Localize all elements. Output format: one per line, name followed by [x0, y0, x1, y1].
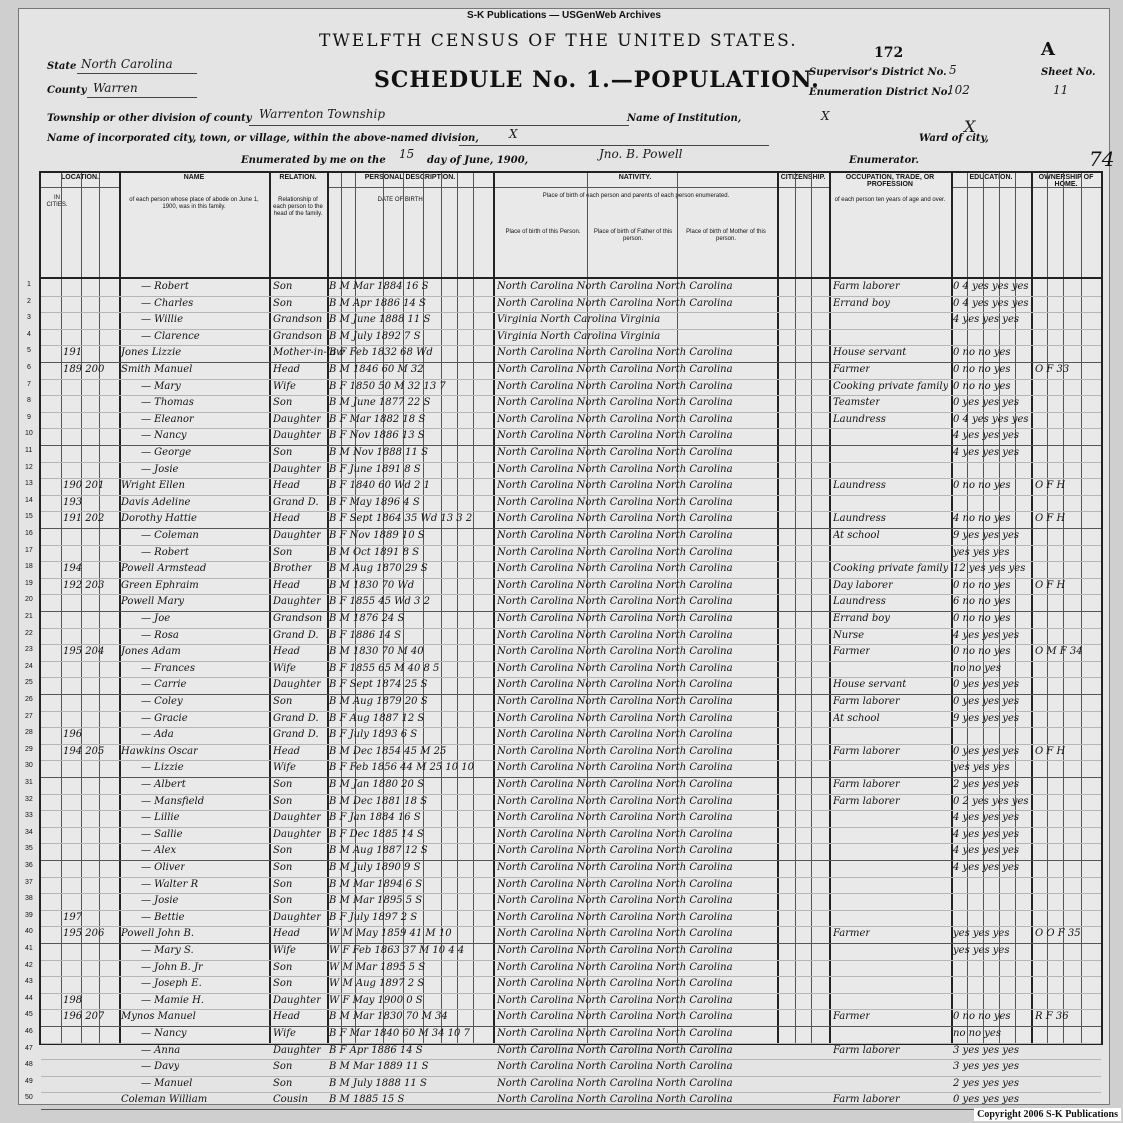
enumeration-day: 15 — [399, 147, 415, 161]
table-row: 17 — Robert Son B M Oct 1891 8 S North Carolina North Carolina North Carolina yes yes yes — [41, 545, 1101, 563]
table-row: 12 — Josie Daughter B F June 1891 8 S North Carolina North Carolina North Carolina — [41, 462, 1101, 480]
date-of-birth-header: DATE OF BIRTH. — [377, 197, 425, 203]
enumerated-label: Enumerated by me on the — [241, 155, 386, 166]
table-row: 45 196 207 Mynos Manuel Head B M Mar 1830 70 M 34 North Carolina North Carolina North Carolina Farmer 0 no no yes R F 36 — [41, 1009, 1101, 1027]
enumerator-value: Jno. B. Powell — [599, 147, 683, 161]
table-row: 27 — Gracie Grand D. B F Aug 1887 12 S North Carolina North Carolina North Carolina At school 9 yes yes yes — [41, 711, 1101, 729]
relation-instructions: Relationship of each person to the head of the family. — [273, 197, 323, 217]
birthplace-person-header: Place of birth of this Person. — [505, 229, 581, 235]
state-value: North Carolina — [81, 57, 173, 71]
table-row: 34 — Sallie Daughter B F Dec 1885 14 S North Carolina North Carolina North Carolina 4 yes yes yes — [41, 827, 1101, 845]
table-row: 38 — Josie Son B M Mar 1895 5 S North Carolina North Carolina North Carolina — [41, 893, 1101, 911]
name-header: NAME — [183, 174, 205, 181]
table-row: 35 — Alex Son B M Aug 1887 12 S North Carolina North Carolina North Carolina 4 yes yes yes — [41, 843, 1101, 861]
township-value: Warrenton Township — [259, 107, 386, 121]
table-row: 10 — Nancy Daughter B F Nov 1886 13 S North Carolina North Carolina North Carolina 4 yes yes yes — [41, 428, 1101, 446]
personal-description-header: PERSONAL DESCRIPTION. — [364, 174, 456, 181]
table-row: 9 — Eleanor Daughter B F Mar 1882 18 S North Carolina North Carolina North Carolina Laundress 0 4 yes yes yes — [41, 412, 1101, 430]
census-title: TWELFTH CENSUS OF THE UNITED STATES. — [319, 31, 798, 51]
table-row: 37 — Walter R Son B M Mar 1894 6 S North Carolina North Carolina North Carolina — [41, 877, 1101, 895]
table-row: 26 — Coley Son B M Aug 1879 20 S North Carolina North Carolina North Carolina Farm laborer 0 yes yes yes — [41, 694, 1101, 712]
table-row: 46 — Nancy Wife B F Mar 1840 60 M 34 10 7 North Carolina North Carolina North Carolina no no yes — [41, 1026, 1101, 1044]
table-row: 50 Coleman William Cousin B M 1885 15 S North Carolina North Carolina North Carolina Farm laborer 0 yes yes yes — [41, 1092, 1101, 1110]
supervisor-value: 5 — [949, 63, 957, 77]
table-row: 5 191 Jones Lizzie Mother-in-law B F Feb 1832 68 Wd North Carolina North Carolina North Carolina House servant 0 no no yes — [41, 345, 1101, 363]
table-row: 40 195 206 Powell John B. Head W M May 1859 41 M 10 North Carolina North Carolina North Carolina Farmer yes yes yes O O F 35 — [41, 926, 1101, 944]
table-row: 3 — Willie Grandson B M June 1888 11 S Virginia North Carolina Virginia 4 yes yes yes — [41, 312, 1101, 330]
page-number: 172 — [874, 45, 904, 61]
enumeration-district-label: Enumeration District No. — [809, 87, 951, 98]
table-row: 30 — Lizzie Wife B F Feb 1856 44 M 25 10 10 North Carolina North Carolina North Carolina yes yes yes — [41, 760, 1101, 778]
name-instructions: of each person whose place of abode on June 1, 1900, was in this family. — [129, 197, 259, 210]
citizenship-header: CITIZENSHIP. — [780, 174, 826, 181]
table-row: 2 — Charles Son B M Apr 1886 14 S North Carolina North Carolina North Carolina Errand boy 0 4 yes yes yes — [41, 296, 1101, 314]
city-value: X — [509, 127, 518, 141]
population-table — [25, 171, 1103, 1106]
table-row: 31 — Albert Son B M Jan 1880 20 S North Carolina North Carolina North Carolina Farm laborer 2 yes yes yes — [41, 777, 1101, 795]
table-row: 21 — Joe Grandson B M 1876 24 S North Carolina North Carolina North Carolina Errand boy 0 no no yes — [41, 611, 1101, 629]
occupation-header: OCCUPATION, TRADE, OR PROFESSION — [845, 174, 935, 188]
table-row: 36 — Oliver Son B M July 1890 9 S North Carolina North Carolina North Carolina 4 yes yes yes — [41, 860, 1101, 878]
township-label: Township or other division of county — [47, 113, 252, 124]
sheet-letter: A — [1041, 39, 1055, 60]
margin-number: 74 — [1089, 147, 1115, 171]
institution-value: X — [821, 109, 830, 123]
state-label: State — [47, 61, 77, 72]
census-sheet — [18, 8, 1115, 1106]
relation-header: RELATION. — [279, 174, 317, 181]
table-row: 28 196 — Ada Grand D. B F July 1893 6 S North Carolina North Carolina North Carolina — [41, 727, 1101, 745]
table-row: 33 — Lillie Daughter B F Jan 1884 16 S North Carolina North Carolina North Carolina 4 yes yes yes — [41, 810, 1101, 828]
table-row: 47 — Anna Daughter B F Apr 1886 14 S North Carolina North Carolina North Carolina Farm laborer 3 yes yes yes — [41, 1043, 1101, 1061]
table-row: 49 — Manuel Son B M July 1888 11 S North Carolina North Carolina North Carolina 2 yes yes yes — [41, 1076, 1101, 1094]
ownership-header: OWNERSHIP OF HOME. — [1038, 174, 1094, 188]
publisher-header: S-K Publications — USGenWeb Archives — [467, 10, 661, 21]
table-row: 22 — Rosa Grand D. B F 1886 14 S North Carolina North Carolina North Carolina Nurse 4 yes yes yes — [41, 628, 1101, 646]
table-row: 20 Powell Mary Daughter B F 1855 45 Wd 3 2 North Carolina North Carolina North Carolina Laundress 6 no no yes — [41, 594, 1101, 612]
enumerator-label: Enumerator. — [849, 155, 919, 166]
table-row: 7 — Mary Wife B F 1850 50 M 32 13 7 North Carolina North Carolina North Carolina Cooking private family 0 no no yes — [41, 379, 1101, 397]
table-row: 43 — Joseph E. Son W M Aug 1897 2 S North Carolina North Carolina North Carolina — [41, 976, 1101, 994]
table-row: 6 189 200 Smith Manuel Head B M 1846 60 M 32 North Carolina North Carolina North Carolina Farmer 0 no no yes O F 33 — [41, 362, 1101, 380]
supervisor-label: Supervisor's District No. — [809, 67, 947, 78]
table-row: 19 192 203 Green Ephraim Head B M 1830 70 Wd North Carolina North Carolina North Carolina Day laborer 0 no no yes O F H — [41, 578, 1101, 596]
in-cities-header: IN CITIES. — [46, 195, 68, 208]
institution-label: Name of Institution, — [627, 113, 742, 124]
table-row: 14 193 Davis Adeline Grand D. B F May 1896 4 S North Carolina North Carolina North Carolina — [41, 495, 1101, 513]
table-row: 4 — Clarence Grandson B M July 1892 7 S Virginia North Carolina Virginia — [41, 329, 1101, 347]
sheet-no-value: 11 — [1053, 83, 1069, 97]
ward-value: X — [964, 117, 976, 136]
location-header: LOCATION. — [61, 174, 99, 181]
nativity-instructions: Place of birth of each person and parents of each person enumerated. — [542, 193, 730, 199]
table-row: 29 194 205 Hawkins Oscar Head B M Dec 1854 45 M 25 North Carolina North Carolina North Carolina Farm laborer 0 yes yes yes O F H — [41, 744, 1101, 762]
education-header: EDUCATION. — [969, 174, 1013, 181]
copyright-notice: Copyright 2006 S-K Publications — [974, 1108, 1121, 1121]
schedule-title: SCHEDULE No. 1.—POPULATION. — [374, 67, 820, 93]
month-label: day of June, 1900, — [427, 155, 529, 166]
table-row: 11 — George Son B M Nov 1888 11 S North Carolina North Carolina North Carolina 4 yes yes yes — [41, 445, 1101, 463]
birthplace-father-header: Place of birth of Father of this person. — [593, 229, 673, 242]
county-label: County — [47, 85, 87, 96]
birthplace-mother-header: Place of birth of Mother of this person. — [686, 229, 766, 242]
table-row: 8 — Thomas Son B M June 1877 22 S North Carolina North Carolina North Carolina Teamster 0 yes yes yes — [41, 395, 1101, 413]
sheet-no-label: Sheet No. — [1041, 67, 1096, 78]
occupation-instructions: of each person ten years of age and over. — [834, 197, 946, 203]
table-row: 44 198 — Mamie H. Daughter W F May 1900 0 S North Carolina North Carolina North Carolina — [41, 993, 1101, 1011]
ward-label: Ward of city, — [919, 133, 989, 144]
enumeration-district-value: 102 — [947, 83, 970, 97]
table-row: 16 — Coleman Daughter B F Nov 1889 10 S North Carolina North Carolina North Carolina At school 9 yes yes yes — [41, 528, 1101, 546]
table-row: 13 190 201 Wright Ellen Head B F 1840 60 Wd 2 1 North Carolina North Carolina North Carolina Laundress 0 no no yes O F H — [41, 478, 1101, 496]
county-value: Warren — [93, 81, 138, 95]
city-label: Name of incorporated city, town, or village, within the above-named division, — [47, 133, 479, 144]
table-row: 1 — Robert Son B M Mar 1884 16 S North Carolina North Carolina North Carolina Farm laborer 0 4 yes yes yes — [41, 279, 1101, 297]
nativity-header: NATIVITY. — [618, 174, 652, 181]
table-row: 48 — Davy Son B M Mar 1889 11 S North Carolina North Carolina North Carolina 3 yes yes yes — [41, 1059, 1101, 1077]
table-row: 18 194 Powell Armstead Brother B M Aug 1870 29 S North Carolina North Carolina North Carolina Cooking private family 12 yes yes yes — [41, 561, 1101, 579]
table-row: 23 195 204 Jones Adam Head B M 1830 70 M 40 North Carolina North Carolina North Carolina Farmer 0 no no yes O M F 34 — [41, 644, 1101, 662]
table-row: 41 — Mary S. Wife W F Feb 1863 37 M 10 4 4 North Carolina North Carolina North Carolina yes yes yes — [41, 943, 1101, 961]
table-row: 42 — John B. Jr Son W M Mar 1895 5 S North Carolina North Carolina North Carolina — [41, 960, 1101, 978]
table-row: 32 — Mansfield Son B M Dec 1881 18 S North Carolina North Carolina North Carolina Farm laborer 0 2 yes yes yes — [41, 794, 1101, 812]
table-row: 24 — Frances Wife B F 1855 65 M 40 8 5 North Carolina North Carolina North Carolina no no yes — [41, 661, 1101, 679]
table-row: 15 191 202 Dorothy Hattie Head B F Sept 1864 35 Wd 13 3 2 North Carolina North Carolina North Carolina Laundress 4 no no yes O F H — [41, 511, 1101, 529]
table-body — [25, 279, 1101, 1106]
table-row: 39 197 — Bettie Daughter B F July 1897 2 S North Carolina North Carolina North Carolina — [41, 910, 1101, 928]
table-row: 25 — Carrie Daughter B F Sept 1874 25 S North Carolina North Carolina North Carolina House servant 0 yes yes yes — [41, 677, 1101, 695]
